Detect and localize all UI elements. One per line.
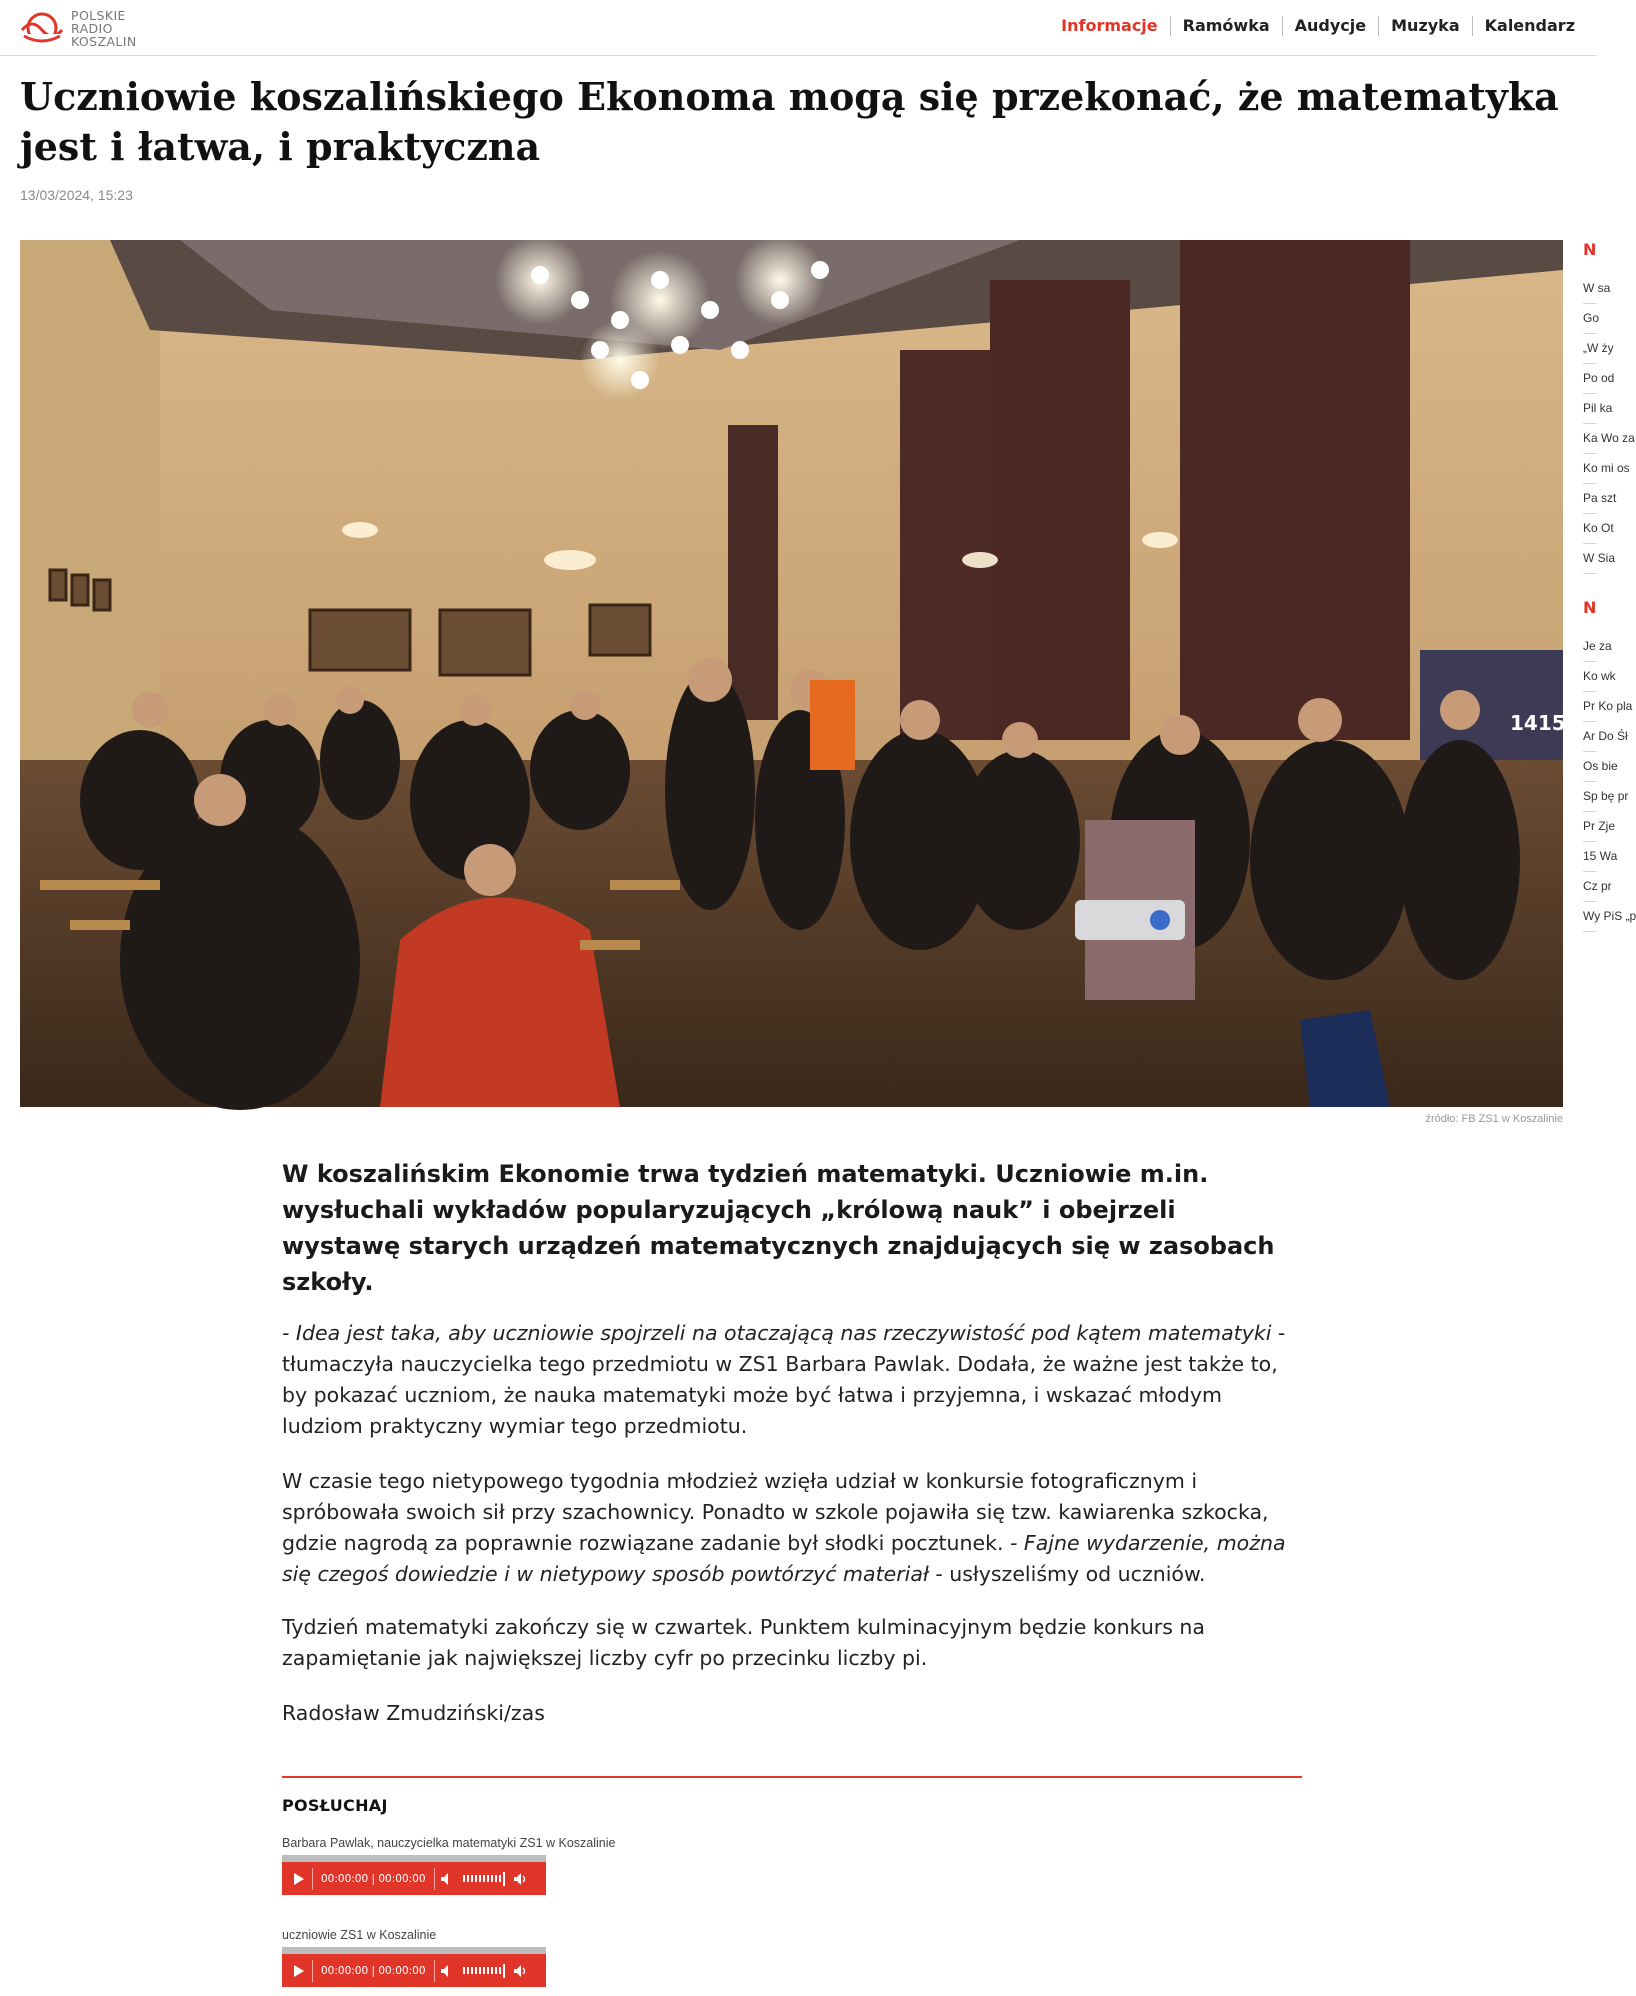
mute-icon[interactable] xyxy=(435,1965,459,1977)
play-icon[interactable] xyxy=(286,1960,312,1982)
radio-wave-logo-icon xyxy=(20,10,64,46)
article-lead: W koszalińskim Ekonomie trwa tydzień matematyki. Uczniowie m.in. wysłuchali wykładów popularyzujących „królową nauk” i obejrzeli wystawę starych urządzeń matematycznych znajdujących się w zasobach szkoły. xyxy=(282,1160,1275,1296)
quote-teacher: - Idea jest taka, aby uczniowie spojrzeli na otaczającą nas rzeczywistość pod kątem matematyki xyxy=(282,1321,1272,1345)
logo-line-3: KOSZALIN xyxy=(71,33,137,49)
rail-item[interactable]: Pr Zje xyxy=(1583,812,1597,842)
main-nav xyxy=(1049,16,1587,36)
rail-item[interactable]: Pr Ko pla xyxy=(1583,692,1597,722)
audio-progress-track[interactable] xyxy=(282,1855,546,1862)
rail-item[interactable]: Go xyxy=(1583,304,1597,334)
rail-item[interactable]: Os bie xyxy=(1583,752,1597,782)
site-logo[interactable] xyxy=(20,8,137,48)
audio-controls xyxy=(282,1862,546,1895)
section-divider xyxy=(282,1776,1302,1778)
article-date: 13/03/2024, 15:23 xyxy=(20,187,133,203)
photo-credit: źródło: FB ZS1 w Koszalinie xyxy=(1425,1113,1563,1125)
rail-item[interactable]: Ko mi os xyxy=(1583,454,1597,484)
paragraph-2-text: W czasie tego nietypowego tygodnia młodzież wzięła udział w konkursie fotograficznym i spróbowała swoich sił przy szachownicy. Ponadto w szkole pojawiła się tzw. kawiarenka szkocka, gdzie nagrodą za poprawnie rozwiązane zadanie był słodki pocztunek. xyxy=(282,1469,1269,1555)
audio-player-1[interactable] xyxy=(282,1855,546,1895)
svg-text:1415: 1415 xyxy=(1510,711,1566,735)
audio-progress-track[interactable] xyxy=(282,1947,546,1954)
nav-informacje[interactable]: Informacje xyxy=(1061,16,1158,35)
volume-slider[interactable] xyxy=(463,1964,505,1978)
audio-caption-1: Barbara Pawlak, nauczycielka matematyki ZS1 w Koszalinie xyxy=(282,1836,616,1850)
rail-item[interactable]: W Sia xyxy=(1583,544,1597,574)
nav-kalendarz[interactable]: Kalendarz xyxy=(1472,16,1587,36)
classroom-photo-illustration xyxy=(20,240,1566,1107)
article-paragraph-1 xyxy=(282,1318,1302,1442)
audio-time: 00:00:00 | 00:00:00 xyxy=(321,1964,426,1977)
rail-item[interactable]: Pil ka xyxy=(1583,394,1597,424)
logo-line-2: RADIO xyxy=(71,20,113,36)
rail-heading-2: N xyxy=(1583,598,1597,617)
listen-heading: POSŁUCHAJ xyxy=(282,1796,388,1815)
mute-icon[interactable] xyxy=(435,1873,459,1885)
rail-item[interactable]: „W ży xyxy=(1583,334,1597,364)
article-paragraph-3: Tydzień matematyki zakończy się w czwartek. Punktem kulminacyjnym będzie konkurs na zapamiętanie jak największej liczby cyfr po przecinku liczby pi. xyxy=(282,1615,1205,1670)
audio-time: 00:00:00 | 00:00:00 xyxy=(321,1872,426,1885)
logo-line-1: POLSKIE xyxy=(71,7,126,23)
rail-item[interactable]: Je za xyxy=(1583,632,1597,662)
paragraph-1-text: - tłumaczyła nauczycielka tego przedmiotu w ZS1 Barbara Pawlak. Dodała, że ważne jest także to, by pokazać uczniom, że nauka matematyki może być łatwa i przyjemna, i wskazać młodym ludziom praktyczny wymiar tego przedmiotu. xyxy=(282,1321,1286,1438)
site-header xyxy=(0,0,1597,56)
logo-wordmark xyxy=(71,9,137,48)
nav-audycje[interactable]: Audycje xyxy=(1282,16,1378,36)
article-paragraph-2 xyxy=(282,1466,1302,1590)
quote-students: - Fajne wydarzenie, można się czegoś dowiedzie i w nietypowy sposób powtórzyć materiał xyxy=(282,1531,1286,1586)
rail-item[interactable]: Pa szt xyxy=(1583,484,1597,514)
rail-item[interactable]: 15 Wa xyxy=(1583,842,1597,872)
rail-item[interactable]: Ar Do Śł xyxy=(1583,722,1597,752)
paragraph-2-end: - usłyszeliśmy od uczniów. xyxy=(928,1562,1206,1586)
play-icon[interactable] xyxy=(286,1868,312,1890)
rail-heading-1: N xyxy=(1583,240,1597,259)
volume-max-icon[interactable] xyxy=(509,1873,533,1885)
rail-item[interactable]: Ko wk xyxy=(1583,662,1597,692)
audio-caption-2: uczniowie ZS1 w Koszalinie xyxy=(282,1928,437,1942)
volume-slider[interactable] xyxy=(463,1872,505,1886)
article-title: Uczniowie koszalińskiego Ekonoma mogą się przekonać, że matematyka jest i łatwa, i praktyczna xyxy=(20,74,1559,169)
article-author: Radosław Zmudziński/zas xyxy=(282,1701,545,1725)
audio-controls xyxy=(282,1954,546,1987)
article-photo[interactable] xyxy=(20,240,1566,1107)
nav-muzyka[interactable]: Muzyka xyxy=(1378,16,1472,36)
audio-player-2[interactable] xyxy=(282,1947,546,1987)
rail-item[interactable]: Sp bę pr xyxy=(1583,782,1597,812)
rail-item[interactable]: Ko Ot xyxy=(1583,514,1597,544)
rail-item[interactable]: Po od xyxy=(1583,364,1597,394)
rail-item[interactable]: W sa xyxy=(1583,274,1597,304)
volume-max-icon[interactable] xyxy=(509,1965,533,1977)
right-rail xyxy=(1583,240,1636,1540)
rail-item[interactable]: Wy PiS „p xyxy=(1583,902,1597,932)
rail-item[interactable]: Cz pr xyxy=(1583,872,1597,902)
rail-item[interactable]: Ka Wo za xyxy=(1583,424,1597,454)
nav-ramowka[interactable]: Ramówka xyxy=(1170,16,1282,36)
